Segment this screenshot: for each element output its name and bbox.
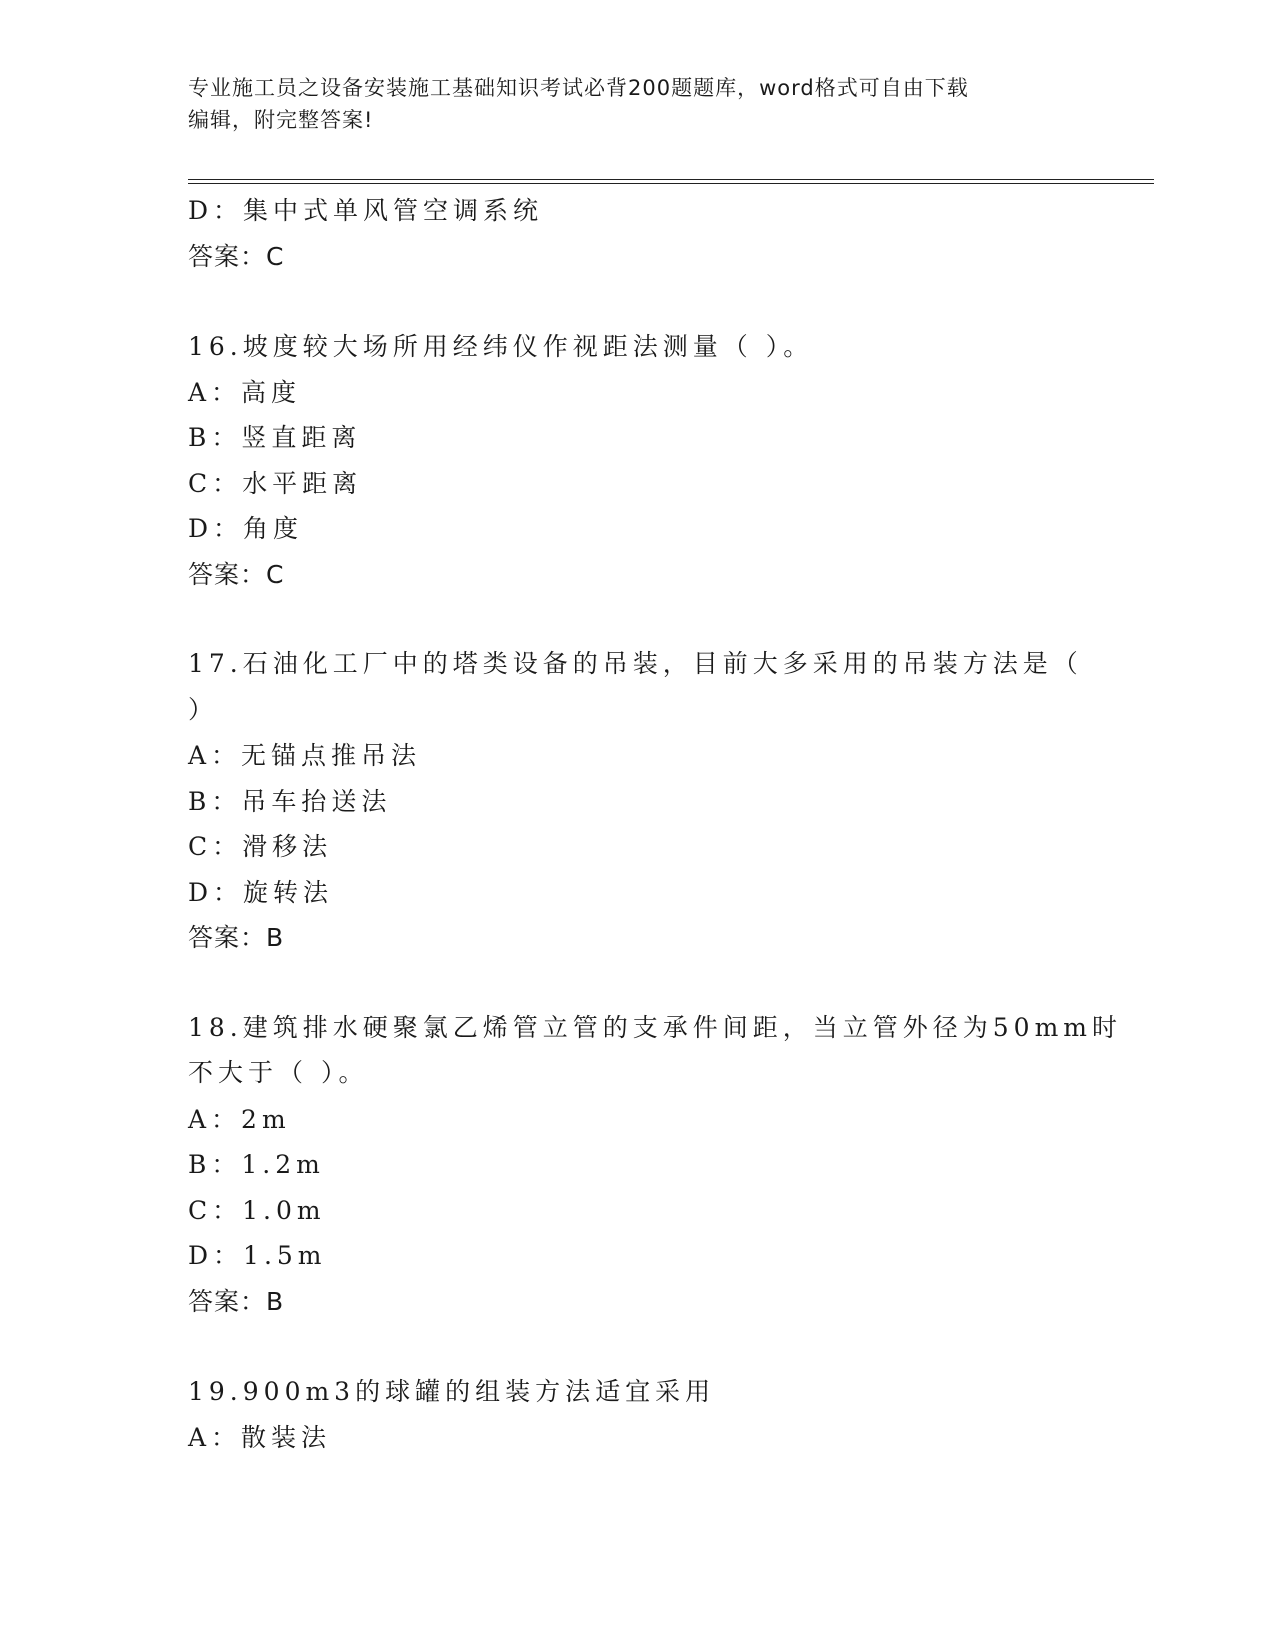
q18-answer: 答案：B [188,1286,285,1316]
question-list [188,188,1122,1460]
q16-stem: 16.坡度较大场所用经纬仪作视距法测量（ ）。 [188,332,814,361]
q17-option-c: C：滑移法 [188,832,333,861]
spacer [188,961,1068,1006]
q18-option-a: A：2m [188,1104,291,1134]
document-header [188,72,1068,136]
spacer [188,597,1068,642]
q17-option-d: D：旋转法 [188,877,334,907]
q16-option-c: C：水平距离 [188,468,363,498]
q15-answer: 答案：C [188,241,285,271]
header-line-1: 专业施工员之设备安装施工基础知识考试必背200题题库，word格式可自由下载 [188,76,969,100]
q17-option-a: A：无锚点推吊法 [188,741,422,770]
q17-stem-line-1: 17.石油化工厂中的塔类设备的吊装，目前大多采用的吊装方法是（ [188,649,1083,678]
q16-option-a: A：高度 [188,377,302,407]
header-divider-top [188,179,1154,180]
q18-option-d: D：1.5m [188,1241,327,1270]
q19-stem: 19.900m3的球罐的组装方法适宜采用 [188,1377,716,1406]
q16-answer: 答案：C [188,559,285,589]
q17-option-b: B：吊车抬送法 [188,786,392,816]
header-line-2: 编辑，附完整答案! [188,108,374,132]
q18-option-b: B：1.2m [188,1150,325,1179]
q17-answer: 答案：B [188,923,285,952]
q16-option-d: D：角度 [188,514,304,543]
q19-option-a: A：散装法 [188,1422,332,1452]
q16-option-b: B：竖直距离 [188,423,362,452]
q18-stem-line-2: 不大于（ ）。 [188,1058,369,1087]
spacer [188,1324,1068,1369]
q17-stem-line-2: ） [188,694,219,724]
spacer [188,279,1068,324]
header-divider-bottom [188,183,1154,184]
q15-option-d: D：集中式单风管空调系统 [188,196,544,225]
q18-option-c: C：1.0m [188,1195,326,1225]
q18-stem-line-1: 18.建筑排水硬聚氯乙烯管立管的支承件间距，当立管外径为50mm时 [188,1012,1122,1042]
